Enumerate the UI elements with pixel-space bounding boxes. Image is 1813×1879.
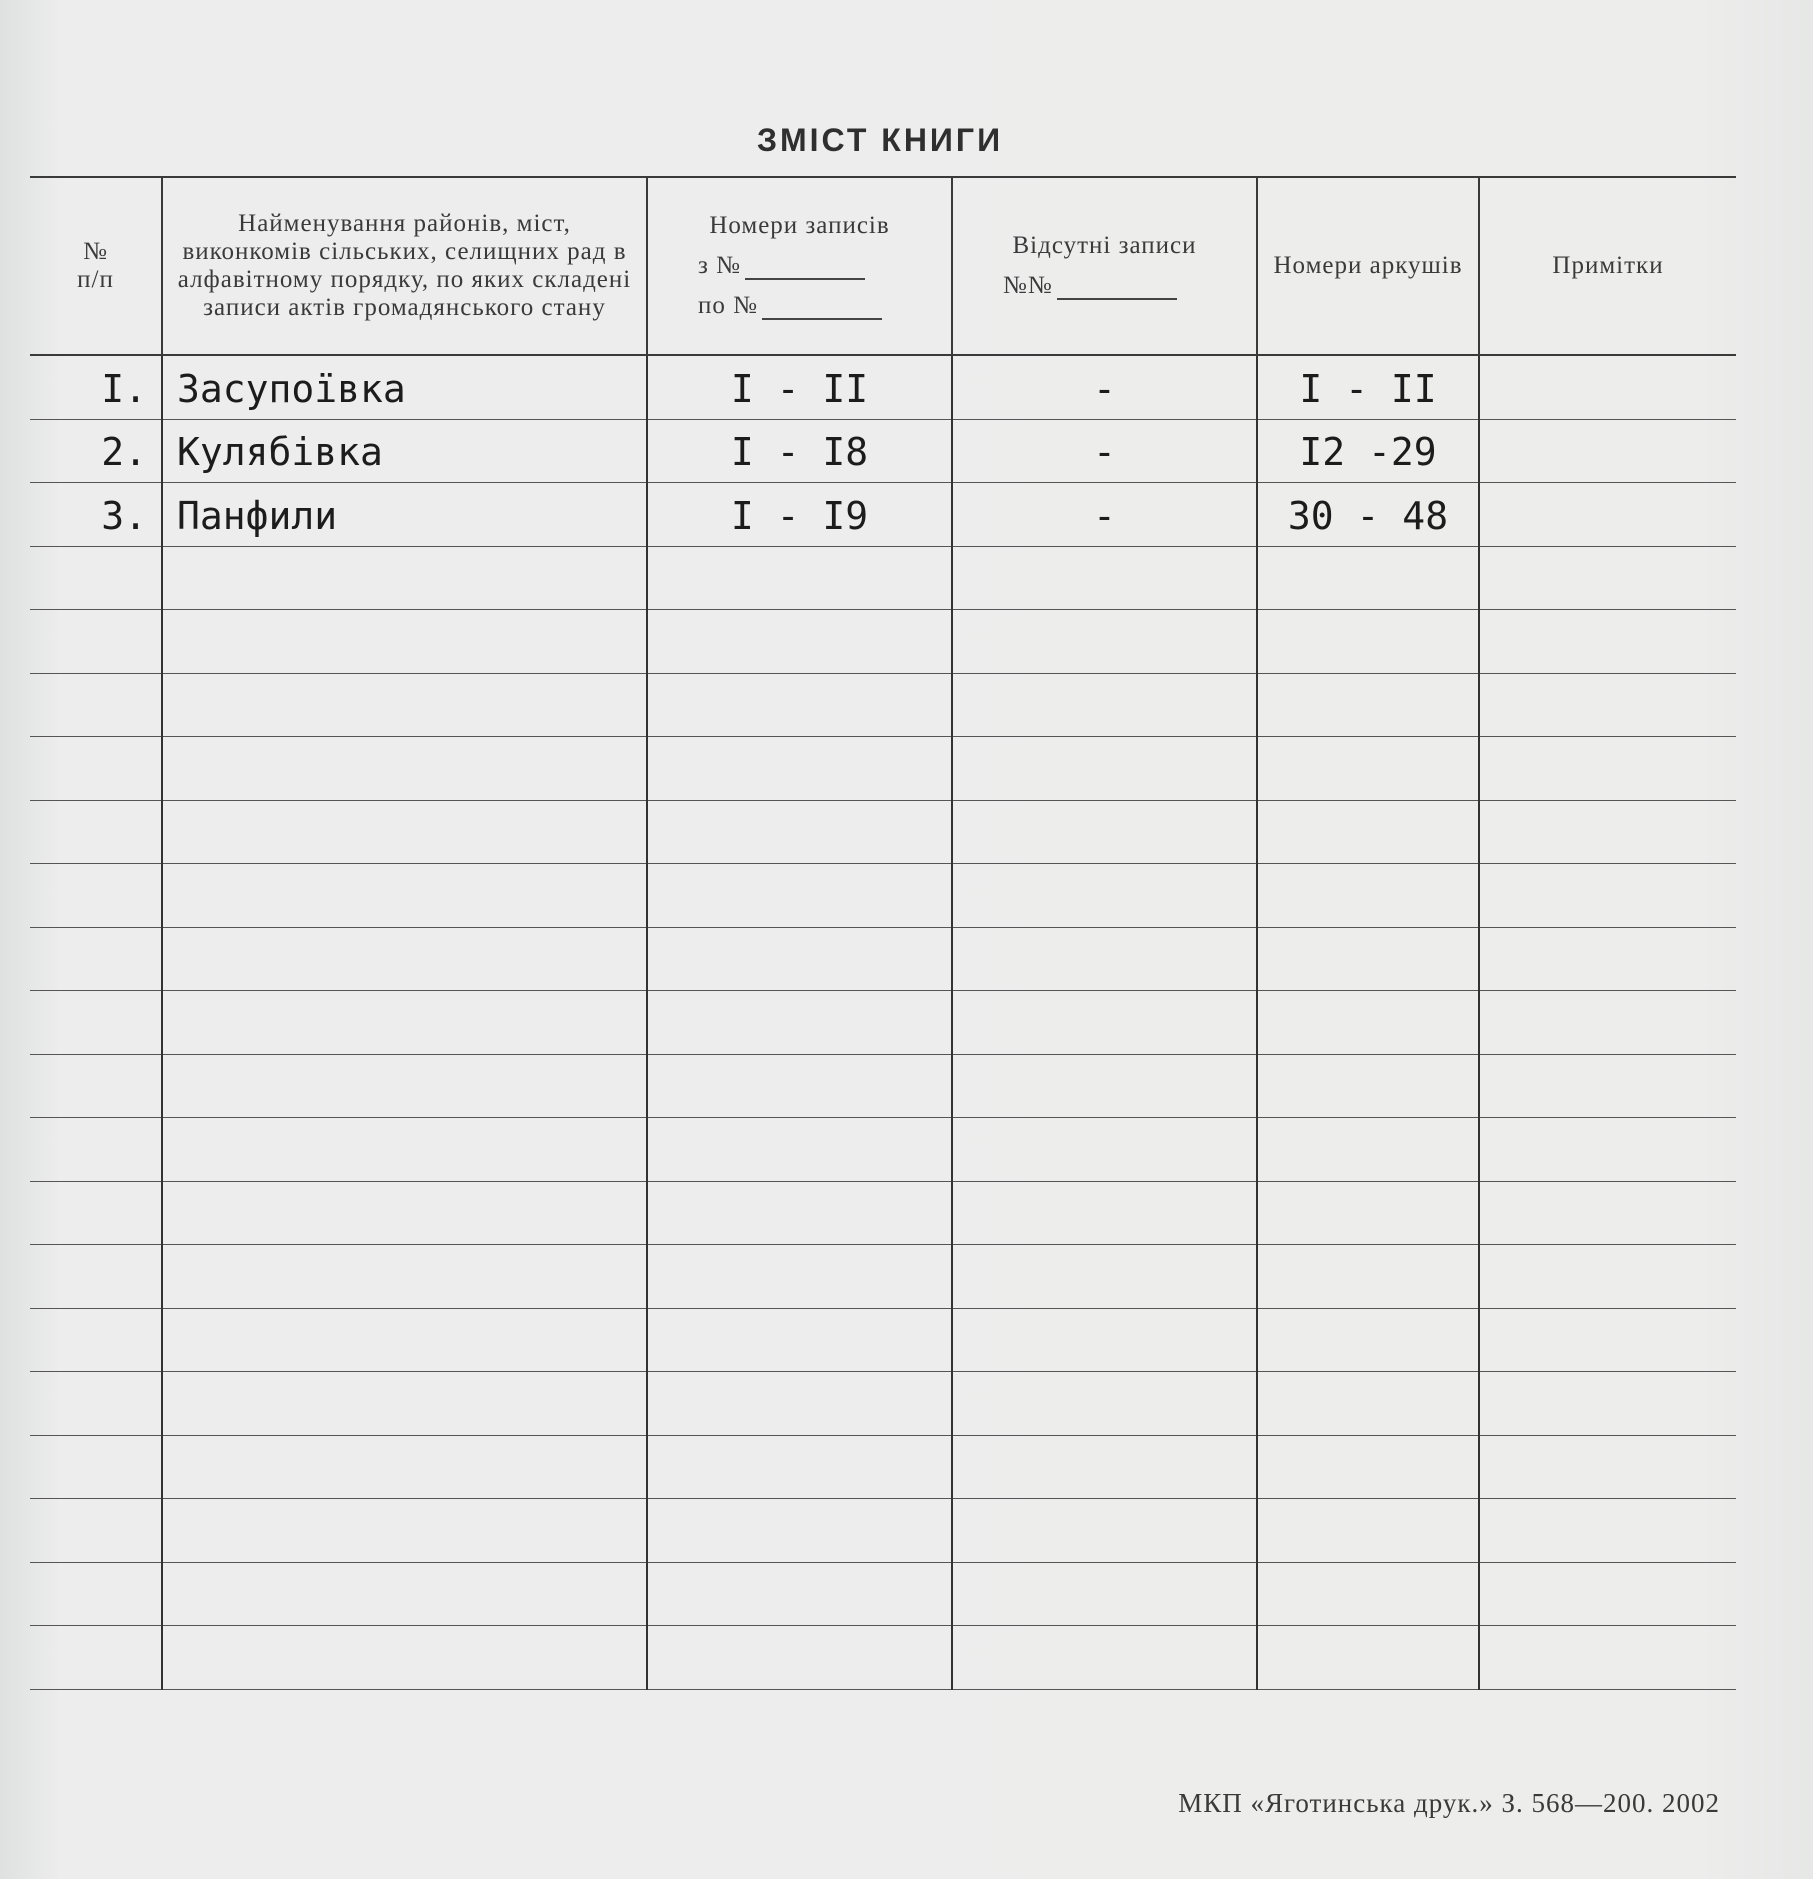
cell-records <box>647 1499 952 1563</box>
cell-sheets <box>1257 610 1479 674</box>
row-notes <box>1494 474 1722 482</box>
cell-notes <box>1479 1181 1736 1245</box>
records-from-label: з № <box>698 252 741 279</box>
cell-records <box>647 1308 952 1372</box>
header-sheets <box>1257 177 1479 355</box>
table-header-row <box>30 177 1736 355</box>
cell-notes <box>1479 737 1736 801</box>
cell-sheets <box>1257 864 1479 928</box>
cell-name <box>162 419 647 483</box>
cell-records <box>647 1181 952 1245</box>
header-missing-label: Відсутні записи <box>1012 232 1197 259</box>
cell-records <box>647 737 952 801</box>
cell-num <box>30 864 162 928</box>
cell-missing <box>952 864 1257 928</box>
header-notes-label: Примітки <box>1552 252 1664 279</box>
header-name <box>162 177 647 355</box>
row-name: Кулябівка <box>177 430 383 474</box>
cell-num <box>30 419 162 483</box>
cell-num <box>30 1181 162 1245</box>
row-sheets: I - II <box>1299 366 1437 411</box>
cell-notes <box>1479 1499 1736 1563</box>
table-row-empty <box>30 1435 1736 1499</box>
header-records <box>647 177 952 355</box>
cell-num <box>30 610 162 674</box>
records-to-label: по № <box>698 292 758 319</box>
cell-records <box>647 991 952 1055</box>
cell-sheets <box>1257 1245 1479 1309</box>
table-row-empty <box>30 673 1736 737</box>
header-records-label: Номери записів <box>709 212 890 239</box>
records-from-blank <box>745 258 865 280</box>
table-row <box>30 483 1736 547</box>
cell-notes <box>1479 483 1736 547</box>
cell-sheets <box>1257 800 1479 864</box>
row-name: Засупоївка <box>177 366 406 411</box>
table-row <box>30 419 1736 483</box>
cell-num <box>30 737 162 801</box>
row-name: Панфили <box>177 493 338 538</box>
row-sheets: I2 -29 <box>1299 430 1437 474</box>
cell-notes <box>1479 1118 1736 1182</box>
cell-num <box>30 1626 162 1690</box>
header-name-label: Найменування районів, міст, виконкомів сільських, селищних рад в алфавітному порядку, по яких складені записи актів громадянського стану <box>177 210 632 321</box>
cell-sheets <box>1257 673 1479 737</box>
cell-missing <box>952 1054 1257 1118</box>
row-num: 3. <box>101 493 147 538</box>
cell-missing <box>952 800 1257 864</box>
cell-records <box>647 1245 952 1309</box>
cell-records <box>647 1372 952 1436</box>
cell-records <box>647 673 952 737</box>
cell-num <box>30 1308 162 1372</box>
cell-notes <box>1479 355 1736 419</box>
table-row <box>30 355 1736 419</box>
cell-records <box>647 546 952 610</box>
cell-records <box>647 1435 952 1499</box>
cell-num <box>30 355 162 419</box>
cell-notes <box>1479 1372 1736 1436</box>
cell-sheets <box>1257 737 1479 801</box>
cell-missing <box>952 483 1257 547</box>
cell-name <box>162 1308 647 1372</box>
cell-missing <box>952 1118 1257 1182</box>
row-num: 2. <box>101 430 147 474</box>
cell-num <box>30 1372 162 1436</box>
cell-sheets <box>1257 927 1479 991</box>
table-row-empty <box>30 927 1736 991</box>
cell-sheets <box>1257 1626 1479 1690</box>
cell-num <box>30 673 162 737</box>
cell-notes <box>1479 1562 1736 1626</box>
cell-missing <box>952 355 1257 419</box>
cell-missing <box>952 1499 1257 1563</box>
cell-name <box>162 673 647 737</box>
cell-name <box>162 610 647 674</box>
row-missing: - <box>1093 493 1116 538</box>
table-row-empty <box>30 1499 1736 1563</box>
table-row-empty <box>30 1054 1736 1118</box>
table-row-empty <box>30 864 1736 928</box>
cell-records <box>647 1626 952 1690</box>
cell-missing <box>952 1626 1257 1690</box>
table-row-empty <box>30 1118 1736 1182</box>
cell-name <box>162 1372 647 1436</box>
cell-missing <box>952 1372 1257 1436</box>
row-sheets: 30 - 48 <box>1287 493 1449 538</box>
printer-imprint: МКП «Яготинська друк.» З. 568—200. 2002 <box>1178 1788 1720 1818</box>
header-missing <box>952 177 1257 355</box>
cell-notes <box>1479 864 1736 928</box>
missing-nn-blank <box>1057 278 1177 300</box>
cell-name <box>162 737 647 801</box>
row-records: I - I9 <box>730 493 869 538</box>
cell-missing <box>952 673 1257 737</box>
cell-num <box>30 1245 162 1309</box>
records-to-blank <box>762 298 882 320</box>
missing-nn-label: №№ <box>1003 272 1053 299</box>
cell-sheets <box>1257 1499 1479 1563</box>
cell-name <box>162 483 647 547</box>
cell-notes <box>1479 419 1736 483</box>
cell-sheets <box>1257 1118 1479 1182</box>
cell-notes <box>1479 1435 1736 1499</box>
cell-name <box>162 1499 647 1563</box>
cell-name <box>162 1181 647 1245</box>
cell-name <box>162 1435 647 1499</box>
cell-name <box>162 355 647 419</box>
cell-missing <box>952 546 1257 610</box>
cell-records <box>647 927 952 991</box>
cell-num <box>30 1054 162 1118</box>
cell-name <box>162 1245 647 1309</box>
cell-notes <box>1479 610 1736 674</box>
cell-missing <box>952 1562 1257 1626</box>
row-missing: - <box>1093 430 1116 474</box>
cell-sheets <box>1257 1054 1479 1118</box>
cell-name <box>162 1562 647 1626</box>
table-row-empty <box>30 1626 1736 1690</box>
contents-table <box>30 176 1736 1690</box>
cell-notes <box>1479 546 1736 610</box>
cell-missing <box>952 1435 1257 1499</box>
cell-sheets <box>1257 419 1479 483</box>
header-records-to <box>658 292 941 320</box>
cell-records <box>647 610 952 674</box>
row-notes <box>1494 538 1722 546</box>
row-missing: - <box>1093 366 1116 411</box>
cell-records <box>647 800 952 864</box>
cell-notes <box>1479 1626 1736 1690</box>
cell-notes <box>1479 673 1736 737</box>
cell-sheets <box>1257 1181 1479 1245</box>
cell-missing <box>952 1181 1257 1245</box>
table-row-empty <box>30 546 1736 610</box>
cell-name <box>162 1118 647 1182</box>
cell-records <box>647 355 952 419</box>
cell-name <box>162 800 647 864</box>
cell-num <box>30 927 162 991</box>
table-row-empty <box>30 800 1736 864</box>
header-notes <box>1479 177 1736 355</box>
table-row-empty <box>30 1372 1736 1436</box>
cell-missing <box>952 1245 1257 1309</box>
cell-name <box>162 1054 647 1118</box>
cell-name <box>162 864 647 928</box>
cell-name <box>162 927 647 991</box>
cell-num <box>30 1562 162 1626</box>
cell-sheets <box>1257 546 1479 610</box>
cell-sheets <box>1257 991 1479 1055</box>
cell-num <box>30 546 162 610</box>
cell-records <box>647 1562 952 1626</box>
cell-name <box>162 546 647 610</box>
cell-missing <box>952 737 1257 801</box>
table-row-empty <box>30 610 1736 674</box>
cell-num <box>30 483 162 547</box>
header-missing-nn <box>963 272 1246 300</box>
header-num-label: № п/п <box>77 238 114 293</box>
cell-sheets <box>1257 1372 1479 1436</box>
row-records: I - II <box>730 366 869 411</box>
cell-missing <box>952 419 1257 483</box>
cell-missing <box>952 610 1257 674</box>
cell-missing <box>952 1308 1257 1372</box>
cell-notes <box>1479 800 1736 864</box>
cell-notes <box>1479 1245 1736 1309</box>
cell-records <box>647 419 952 483</box>
table-row-empty <box>30 1181 1736 1245</box>
header-records-from <box>658 252 941 280</box>
cell-records <box>647 864 952 928</box>
table-row-empty <box>30 1562 1736 1626</box>
cell-num <box>30 1435 162 1499</box>
cell-num <box>30 800 162 864</box>
table-row-empty <box>30 1308 1736 1372</box>
cell-notes <box>1479 927 1736 991</box>
cell-notes <box>1479 1308 1736 1372</box>
cell-name <box>162 1626 647 1690</box>
row-records: I - I8 <box>730 430 869 474</box>
cell-missing <box>952 991 1257 1055</box>
cell-sheets <box>1257 1562 1479 1626</box>
table-row-empty <box>30 991 1736 1055</box>
cell-records <box>647 1118 952 1182</box>
cell-sheets <box>1257 1435 1479 1499</box>
page-title: ЗМІСТ КНИГИ <box>756 122 1004 158</box>
cell-sheets <box>1257 483 1479 547</box>
cell-missing <box>952 927 1257 991</box>
cell-records <box>647 483 952 547</box>
row-notes <box>1494 411 1722 419</box>
cell-num <box>30 991 162 1055</box>
table-row-empty <box>30 1245 1736 1309</box>
cell-num <box>30 1499 162 1563</box>
cell-sheets <box>1257 355 1479 419</box>
cell-num <box>30 1118 162 1182</box>
row-num: I. <box>101 366 147 411</box>
cell-records <box>647 1054 952 1118</box>
header-num <box>30 177 162 355</box>
cell-notes <box>1479 1054 1736 1118</box>
cell-notes <box>1479 991 1736 1055</box>
table-row-empty <box>30 737 1736 801</box>
cell-sheets <box>1257 1308 1479 1372</box>
cell-name <box>162 991 647 1055</box>
header-sheets-label: Номери аркушів <box>1273 252 1463 279</box>
table-body <box>30 355 1736 1689</box>
